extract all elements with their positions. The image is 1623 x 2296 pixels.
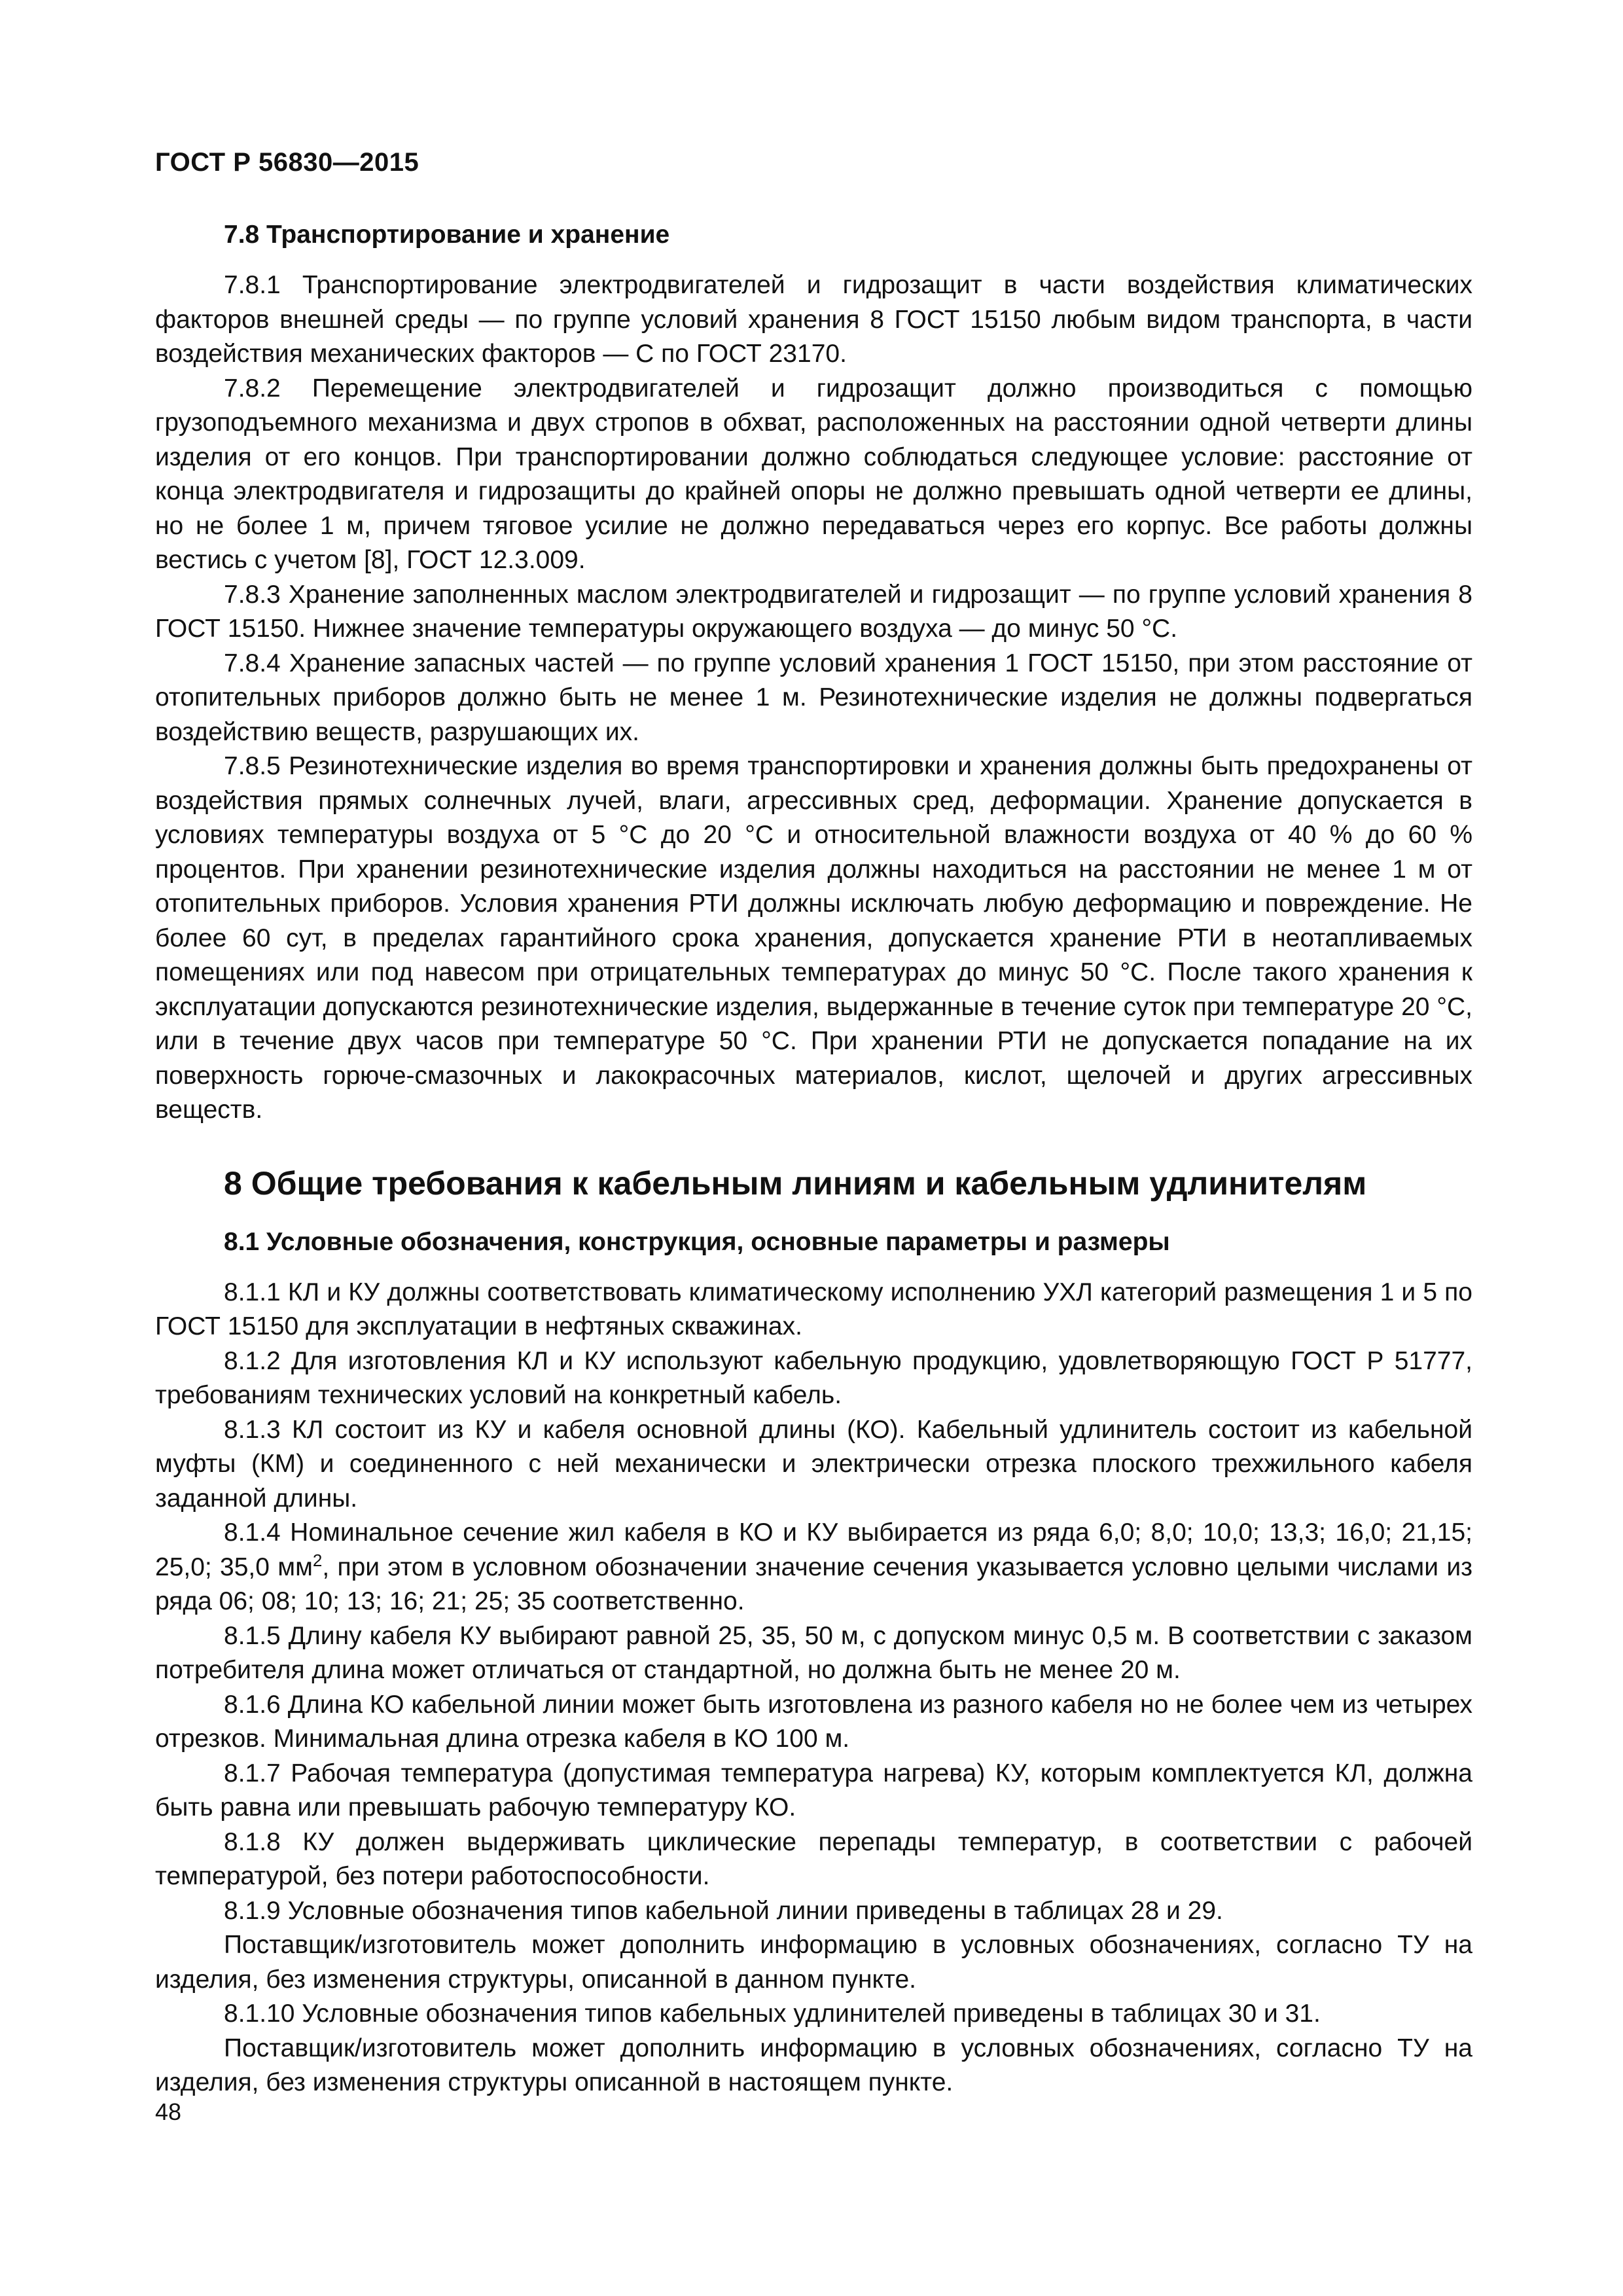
paragraph-8-1-10: 8.1.10 Условные обозначения типов кабельных удлинителей приведены в таблицах 30 и 31.: [224, 2000, 1321, 2028]
page-number: 48: [155, 2098, 182, 2125]
document-code-header: ГОСТ Р 56830—2015: [155, 148, 419, 177]
paragraph-8-1-10-note: Поставщик/изготовитель может дополнить информацию в условных обозначениях, согласно ТУ на изделия, без изменения структуры описанной в настоящем пункте.: [155, 2034, 1472, 2096]
paragraph-8-1-4-text-end: , при этом в условном обозначении значение сечения указывается условно целыми числами из ряда 06; 08; 10; 13; 16; 21; 25; 35 соответственно.: [155, 1552, 1472, 1615]
paragraph-7-8-4: 7.8.4 Хранение запасных частей — по группе условий хранения 1 ГОСТ 15150, при этом расстояние от отопительных приборов должно быть не менее 1 м. Резинотехнические изделия не должны подвергаться воздействию веществ, разрушающих их.: [155, 649, 1472, 746]
paragraph-7-8-5: 7.8.5 Резинотехнические изделия во время транспортировки и хранения должны быть предохранены от воздействия прямых солнечных лучей, влаги, агрессивных сред, деформации. Хранение допускается в условиях температуры воздуха от 5 °С до 20 °С и относительной влажности воздуха от 40 % до 60 % процентов. При хранении резинотехнические изделия должны находиться на расстоянии не менее 1 м от отопительных приборов. Условия хранения РТИ должны исключать любую деформацию и повреждение. Не более 60 сут, в пределах гарантийного срока хранения, допускается хранение РТИ в неотапливаемых помещениях или под навесом при отрицательных температурах до минус 50 °С. После такого хранения к эксплуатации допускаются резинотехнические изделия, выдержанные в течение суток при температуре 20 °С, или в течение двух часов при температуре 50 °С. При хранении РТИ не допускается попадание на их поверхность горюче-смазочных и лакокрасочных материалов, кислот, щелочей и других агрессивных веществ.: [155, 752, 1472, 1124]
superscript-squared: 2: [312, 1550, 323, 1570]
paragraph-8-1-6: 8.1.6 Длина КО кабельной линии может быть изготовлена из разного кабеля но не более чем из четырех отрезков. Минимальная длина отрезка кабеля в КО 100 м.: [155, 1690, 1472, 1753]
paragraph-8-1-4: [155, 1516, 1472, 1619]
paragraph-7-8-2: 7.8.2 Перемещение электродвигателей и гидрозащит должно производиться с помощью грузоподъемного механизма и двух стропов в обхват, расположенных на расстоянии одной четверти длины изделия от его концов. При транспортировании должно соблюдаться следующее условие: расстояние от конца электродвигателя и гидрозащиты до крайней опоры не должно превышать одной четверти ее длины, но не более 1 м, причем тяговое усилие не должно передаваться через его корпус. Все работы должны вестись с учетом [8], ГОСТ 12.3.009.: [155, 374, 1472, 574]
paragraph-8-1-3: 8.1.3 КЛ состоит из КУ и кабеля основной длины (КО). Кабельный удлинитель состоит из кабельной муфты (КМ) и соединенного с ней механически и электрически отрезка плоского трехжильного кабеля заданной длины.: [155, 1415, 1472, 1513]
paragraph-8-1-9: 8.1.9 Условные обозначения типов кабельной линии приведены в таблицах 28 и 29.: [224, 1896, 1223, 1925]
paragraph-7-8-3: 7.8.3 Хранение заполненных маслом электродвигателей и гидрозащит — по группе условий хранения 8 ГОСТ 15150. Нижнее значение температуры окружающего воздуха — до минус 50 °С.: [155, 580, 1472, 643]
section-heading-8: 8 Общие требования к кабельным линиям и кабельным удлинителям: [224, 1164, 1367, 1202]
subsection-heading-8-1: 8.1 Условные обозначения, конструкция, основные параметры и размеры: [224, 1227, 1170, 1256]
paragraph-8-1-8: 8.1.8 КУ должен выдерживать циклические перепады температур, в соответствии с рабочей температурой, без потери работоспособности.: [155, 1827, 1472, 1890]
paragraph-8-1-7: 8.1.7 Рабочая температура (допустимая температура нагрева) КУ, которым комплектуется КЛ, должна быть равна или превышать рабочую температуру КО.: [155, 1759, 1472, 1821]
paragraph-8-1-1: 8.1.1 КЛ и КУ должны соответствовать климатическому исполнению УХЛ категорий размещения 1 и 5 по ГОСТ 15150 для эксплуатации в нефтяных скважинах.: [155, 1278, 1472, 1340]
paragraph-8-1-2: 8.1.2 Для изготовления КЛ и КУ используют кабельную продукцию, удовлетворяющую ГОСТ Р 51777, требованиям технических условий на конкретный кабель.: [155, 1346, 1472, 1409]
document-body: [155, 216, 1472, 2100]
paragraph-8-1-9-note: Поставщик/изготовитель может дополнить информацию в условных обозначениях, согласно ТУ на изделия, без изменения структуры, описанной в данном пункте.: [155, 1931, 1472, 1994]
paragraph-8-1-5: 8.1.5 Длину кабеля КУ выбирают равной 25, 35, 50 м, с допуском минус 0,5 м. В соответствии с заказом потребителя длина может отличаться от стандартной, но должна быть не менее 20 м.: [155, 1621, 1472, 1684]
paragraph-8-1-4-text-start: 8.1.4 Номинальное сечение жил кабеля в КО и КУ выбирается из ряда 6,0; 8,0; 10,0; 13,3; 16,0; 21,15; 25,0; 35,0 мм: [155, 1518, 1472, 1581]
paragraph-7-8-1: 7.8.1 Транспортирование электродвигателей и гидрозащит в части воздействия климатических факторов внешней среды — по группе условий хранения 8 ГОСТ 15150 любым видом транспорта, в части воздействия механических факторов — С по ГОСТ 23170.: [155, 271, 1472, 368]
subsection-heading-7-8: 7.8 Транспортирование и хранение: [224, 221, 670, 249]
